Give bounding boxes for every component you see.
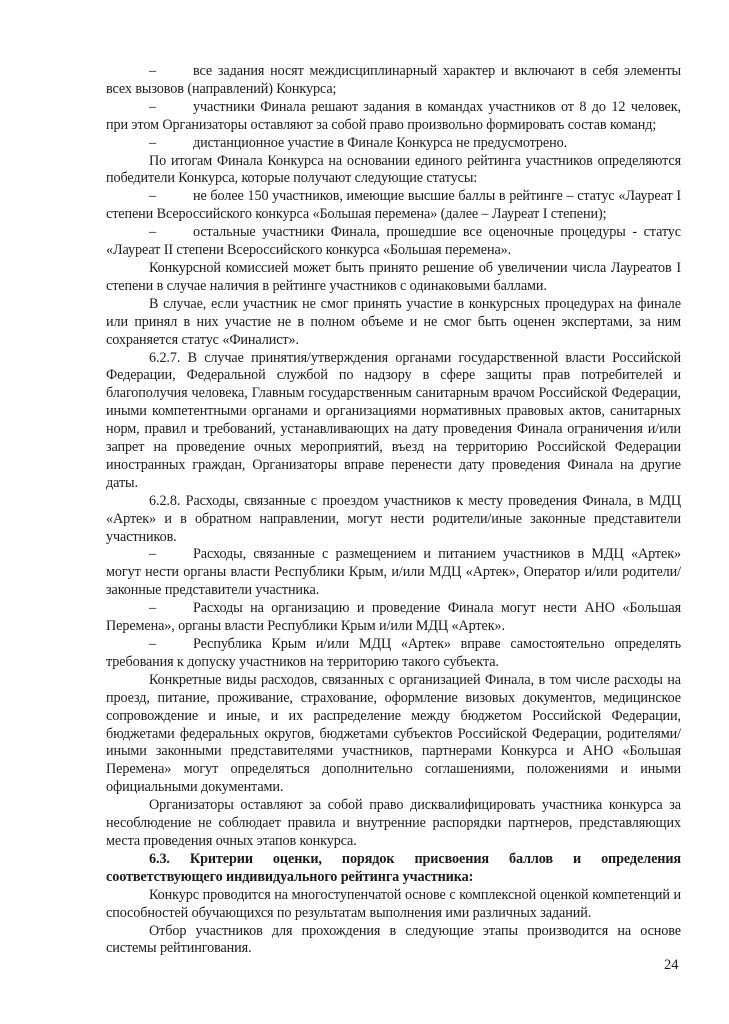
- paragraph-dash-2: – участники Финала решают задания в командах участников от 8 до 12 человек, при этом Организаторы оставляют за собой право произвольно формировать состав команд;: [106, 98, 681, 133]
- list-dash: –: [149, 188, 156, 205]
- list-dash: –: [149, 134, 156, 151]
- paragraph-dash-3: – дистанционное участие в Финале Конкурса не предусмотрено.: [149, 134, 568, 151]
- paragraph-laureate-2: – остальные участники Финала, прошедшие все оценочные процедуры - статус «Лауреат II степени Всероссийского конкурса «Большая перемена».: [106, 224, 681, 259]
- list-dash: –: [149, 98, 156, 115]
- paragraph-6-2-7: 6.2.7. В случае принятия/утверждения органами государственной власти Российской Федерации, Федеральной службой по надзору в сфере защиты прав потребителей и благополучия человека, Главным государственным санитарным врачом Российской Федерации, иными компетентными органами и организациями нормативных правовых актов, санитарных норм, правил и требований, устанавливающих на дату проведения Финала ограничения и/или запрет на проведение очных мероприятий, въезд на территорию Российской Федерации иностранных граждан, Организаторы вправе перенести дату проведения Финала на другие даты.: [106, 349, 681, 491]
- paragraph-6-2-8: 6.2.8. Расходы, связанные с проездом участников к месту проведения Финала, в МДЦ «Артек» и в обратном направлении, могут нести родители/иные законные представители участников.: [106, 492, 681, 545]
- paragraph-expense-types: Конкретные виды расходов, связанных с организацией Финала, в том числе расходы на проезд, питание, проживание, страхование, оформление визовых документов, медицинское сопровождение и иные, и их распределение между бюджетом Российской Федерации, бюджетами федеральных округов, бюджетами субъектов Российской Федерации, родителями/иными законными представителями участников, партнерами Конкурса и АНО «Большая Перемена» могут определяться дополнительно соглашениями, положениями и иными официальными документами.: [106, 671, 681, 796]
- section-heading-6-3: 6.3. Критерии оценки, порядок присвоения баллов и определения соответствующего индивидуального рейтинга участника:: [106, 850, 681, 885]
- page-number: 24: [664, 957, 679, 973]
- list-dash: –: [149, 224, 156, 241]
- paragraph-rating-system: Отбор участников для прохождения в следующие этапы производится на основе системы рейтингования.: [106, 922, 681, 957]
- paragraph-finalist: В случае, если участник не смог принять участие в конкурсных процедурах на финале или принял в них участие не в полном объеме и не смог быть оценен экспертами, за ним сохраняется статус «Финалист».: [106, 295, 681, 348]
- paragraph-expenses-accommodation: – Расходы, связанные с размещением и питанием участников в МДЦ «Артек» могут нести органы власти Республики Крым, и/или МДЦ «Артек», Оператор и/или родители/законные представители участника.: [106, 546, 681, 599]
- paragraph-expenses-organization: – Расходы на организацию и проведение Финала могут нести АНО «Большая Перемена», органы власти Республики Крым и/или МДЦ «Артек».: [106, 600, 681, 635]
- paragraph-multistage: Конкурс проводится на многоступенчатой основе с комплексной оценкой компетенций и способностей обучающихся по результатам выполнения ими различных заданий.: [106, 886, 681, 921]
- paragraph-winners-intro: По итогам Финала Конкурса на основании единого рейтинга участников определяются победители Конкурса, которые получают следующие статусы:: [106, 152, 681, 187]
- paragraph-dash-1: – все задания носят междисциплинарный характер и включают в себя элементы всех вызовов (направлений) Конкурса;: [106, 63, 681, 97]
- document-body: [106, 63, 681, 958]
- list-dash: –: [149, 636, 156, 652]
- list-dash: –: [149, 546, 156, 563]
- paragraph-laureate-1: – не более 150 участников, имеющие высшие баллы в рейтинге – статус «Лауреат I степени Всероссийского конкурса «Большая перемена» (далее – Лауреат I степени);: [106, 188, 681, 223]
- paragraph-commission: Конкурсной комиссией может быть принято решение об увеличении числа Лауреатов I степени в случае наличия в рейтинге участников с одинаковыми баллами.: [106, 259, 681, 294]
- paragraph-crimea-access: – Республика Крым и/или МДЦ «Артек» вправе самостоятельно определять требования к допуску участников на территорию такого субъекта.: [106, 636, 681, 670]
- paragraph-disqualification: Организаторы оставляют за собой право дисквалифицировать участника конкурса за несоблюдение не соблюдает правила и внутренние распорядки партнеров, представляющих места проведения очных этапов конкурса.: [106, 797, 681, 849]
- list-dash: –: [149, 63, 156, 79]
- list-dash: –: [149, 600, 156, 617]
